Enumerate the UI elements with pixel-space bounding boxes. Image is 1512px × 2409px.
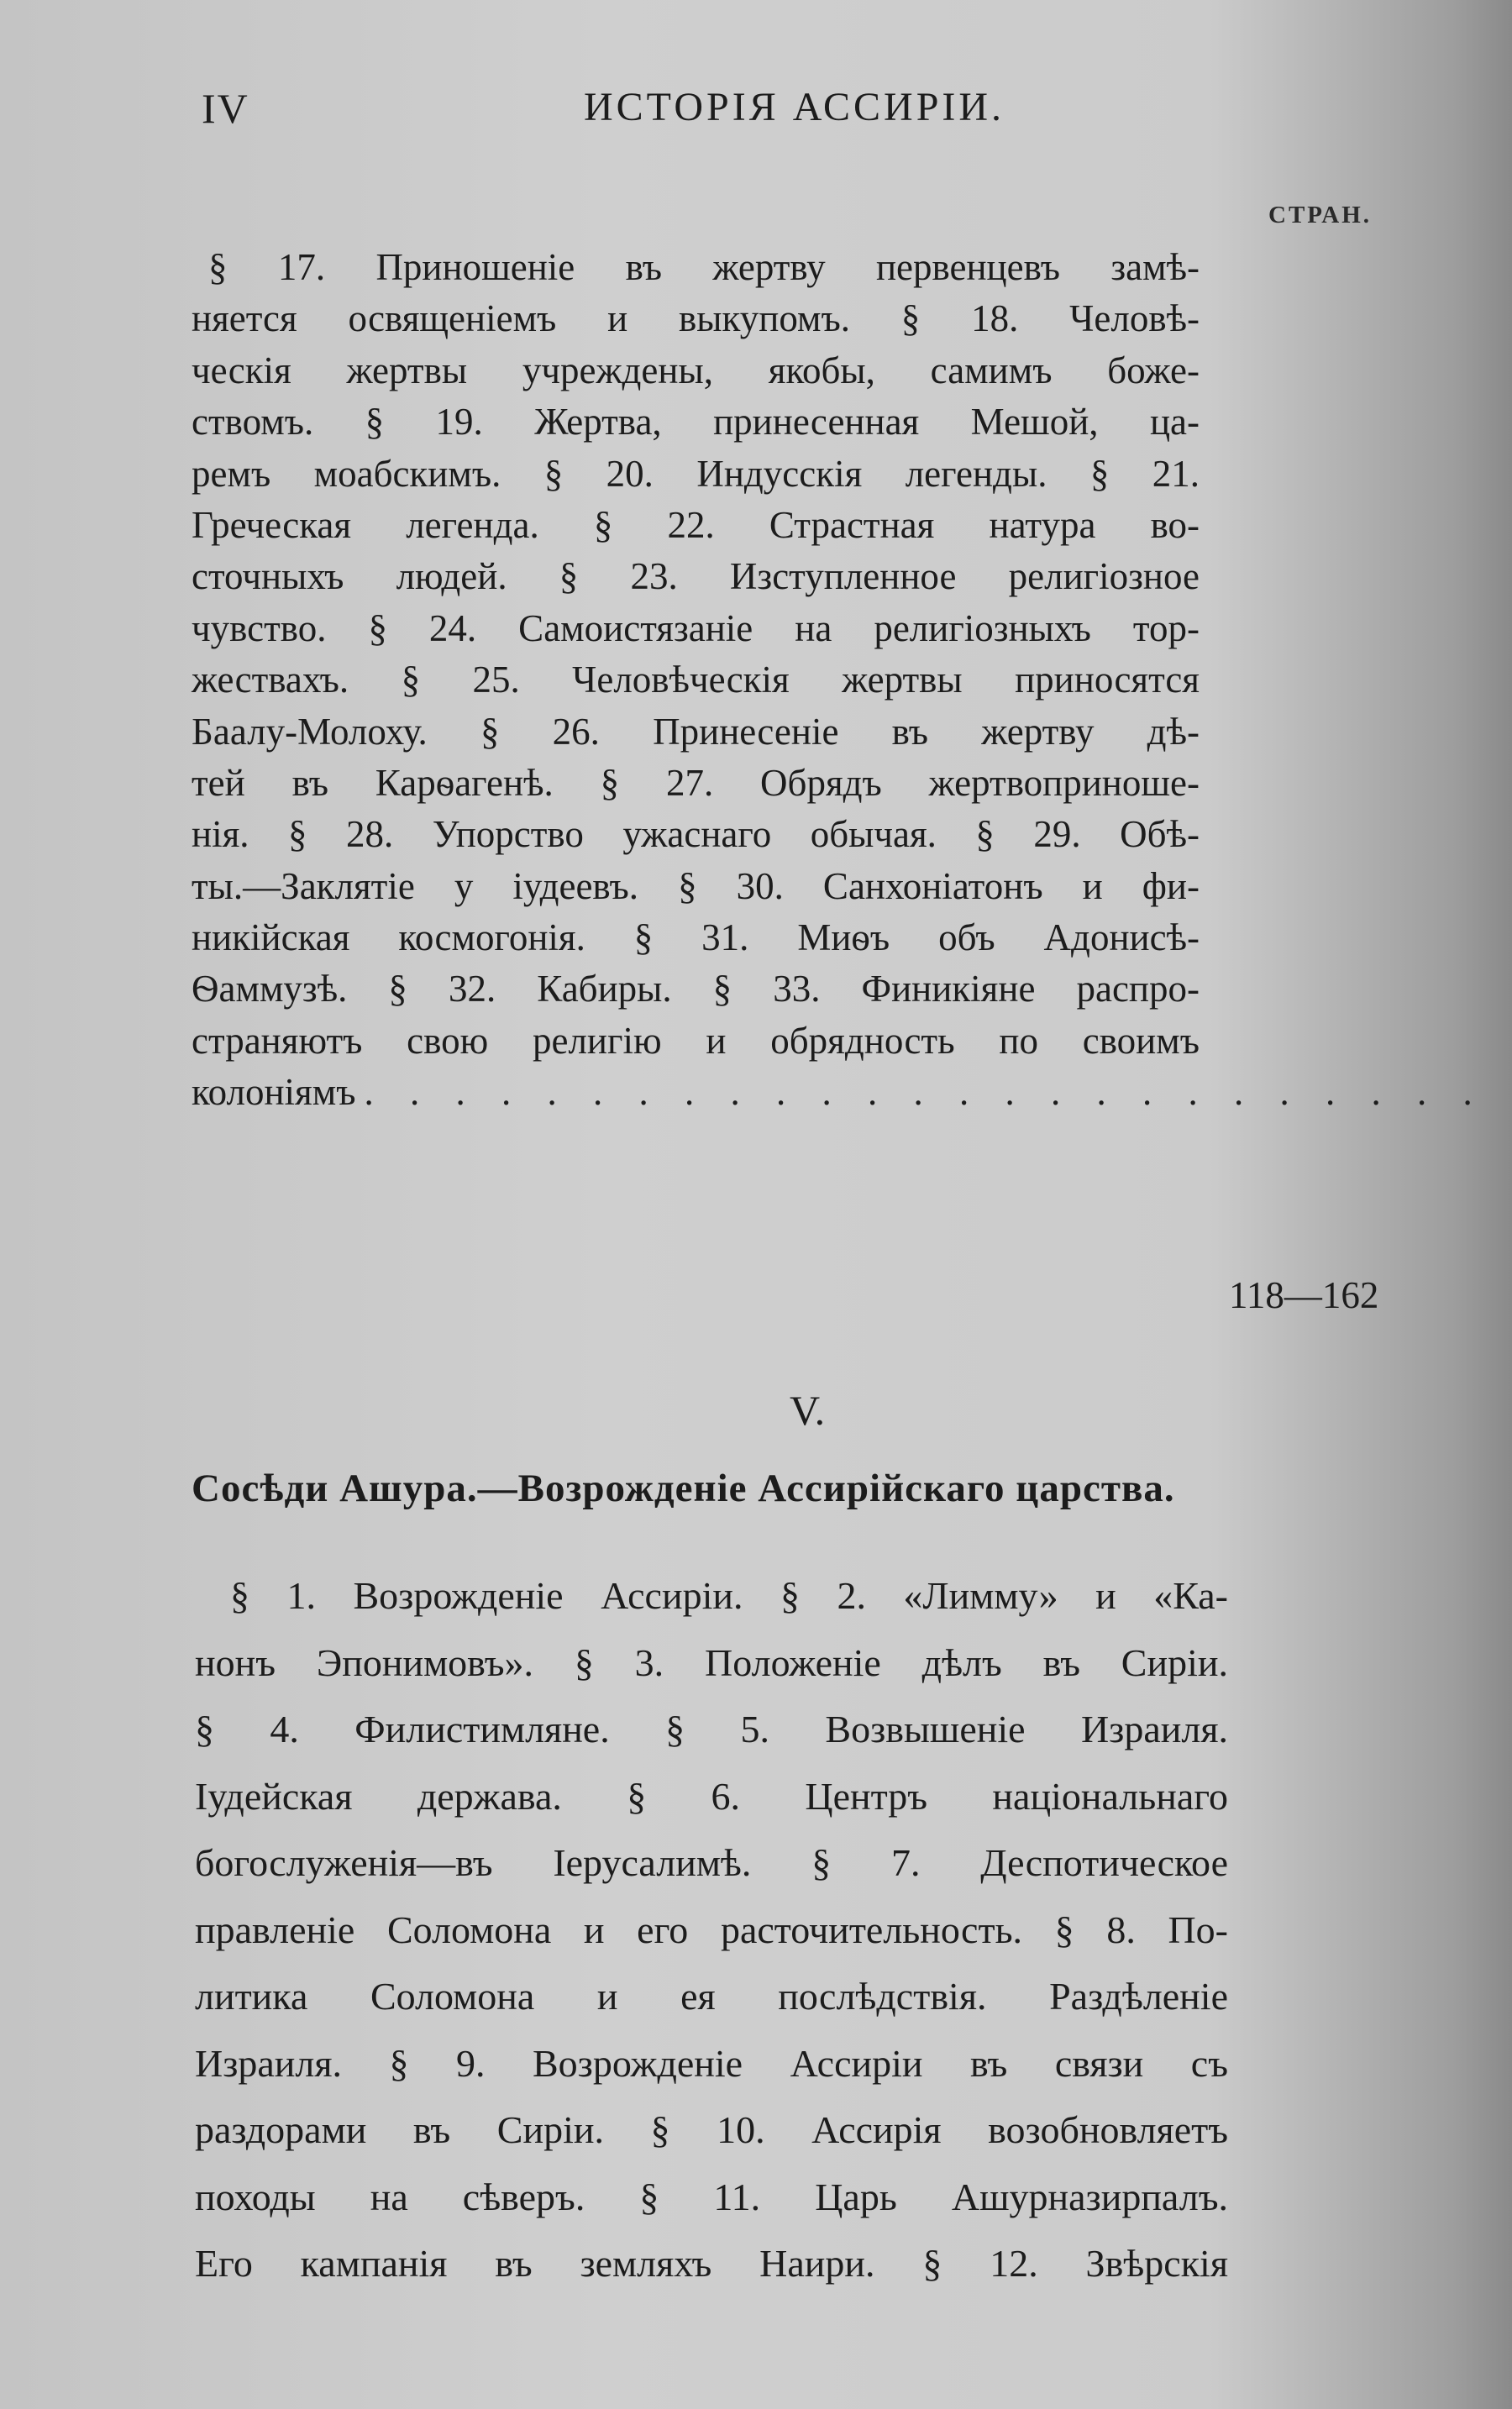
text-line: богослуженія—въ Іерусалимѣ. § 7. Деспотическое [195, 1841, 1228, 1884]
chapter-number: V. [790, 1387, 826, 1434]
text-line: Іудейская держава. § 6. Центръ національнаго [195, 1774, 1228, 1818]
section-iv-contents [192, 242, 1486, 1119]
page-number: IV [202, 85, 249, 132]
text-line: няется освященіемъ и выкупомъ. § 18. Человѣ- [192, 297, 1200, 340]
text-line: правленіе Соломона и его расточительность. § 8. По- [195, 1908, 1228, 1951]
text-line: сточныхъ людей. § 23. Изступленное религіозное [192, 555, 1200, 598]
text-line: § 4. Филистимляне. § 5. Возвышеніе Израиля. [195, 1708, 1228, 1750]
text-line: нонъ Эпонимовъ». § 3. Положеніе дѣлъ въ Сиріи. [195, 1640, 1228, 1684]
text-line: Израиля. § 9. Возрожденіе Ассиріи въ связи съ [195, 2041, 1228, 2085]
pages-column-label: СТРАН. [1268, 202, 1373, 228]
text-line: страняютъ свою религію и обрядность по своимъ [192, 1019, 1200, 1062]
last-line-text: колоніямъ [192, 1071, 356, 1114]
text-line: Его кампанія въ земляхъ Наири. § 12. Звѣрскія [195, 2242, 1228, 2285]
text-line: раздорами въ Сиріи. § 10. Ассирія возобновляетъ [195, 2108, 1228, 2151]
section-v-contents [195, 1562, 1228, 2297]
text-line: тей въ Карѳагенѣ. § 27. Обрядъ жертвоприноше- [192, 761, 1200, 804]
text-line: § 17. Приношеніе въ жертву первенцевъ замѣ- [208, 246, 1200, 288]
text-line: походы на сѣверъ. § 11. Царь Ашурназирпалъ. [195, 2175, 1228, 2218]
running-title: ИСТОРІЯ АССИРІИ. [584, 85, 1005, 129]
text-line: ты.—Заклятіе у іудеевъ. § 30. Санхоніатонъ и фи- [192, 864, 1200, 907]
page-range: 118—162 [1229, 1274, 1379, 1316]
chapter-heading: Сосѣди Ашура.—Возрожденіе Ассирійскаго царства. [192, 1467, 1175, 1510]
text-line: нія. § 28. Упорство ужаснаго обычая. § 29. Обѣ- [192, 813, 1200, 856]
text-line: жествахъ. § 25. Человѣческія жертвы приносятся [192, 659, 1200, 701]
text-line: ремъ моабскимъ. § 20. Индусскія легенды. § 21. [192, 452, 1200, 495]
text-line: Баалу-Молоху. § 26. Принесеніе въ жертву дѣ- [192, 710, 1200, 753]
text-line: § 1. Возрожденіе Ассиріи. § 2. «Лимму» и «Ка- [230, 1574, 1228, 1617]
text-line: Ѳаммузѣ. § 32. Кабиры. § 33. Финикіяне распро- [192, 968, 1200, 1010]
text-line: Греческая легенда. § 22. Страстная натура во- [192, 503, 1200, 546]
last-text-line [192, 1067, 1486, 1118]
text-line: литика Соломона и ея послѣдствія. Раздѣленіе [195, 1975, 1228, 2018]
text-line: ческія жертвы учреждены, якобы, самимъ боже- [192, 349, 1200, 391]
text-line: чувство. § 24. Самоистязаніе на религіозныхъ тор- [192, 606, 1200, 649]
text-line: никійская космогонія. § 31. Миѳъ объ Адонисѣ- [192, 916, 1200, 959]
text-line: ствомъ. § 19. Жертва, принесенная Мешой, ца- [192, 401, 1200, 443]
dot-leader: . . . . . . . . . . . . . . . . . . . . . . . . . [364, 1071, 1486, 1114]
